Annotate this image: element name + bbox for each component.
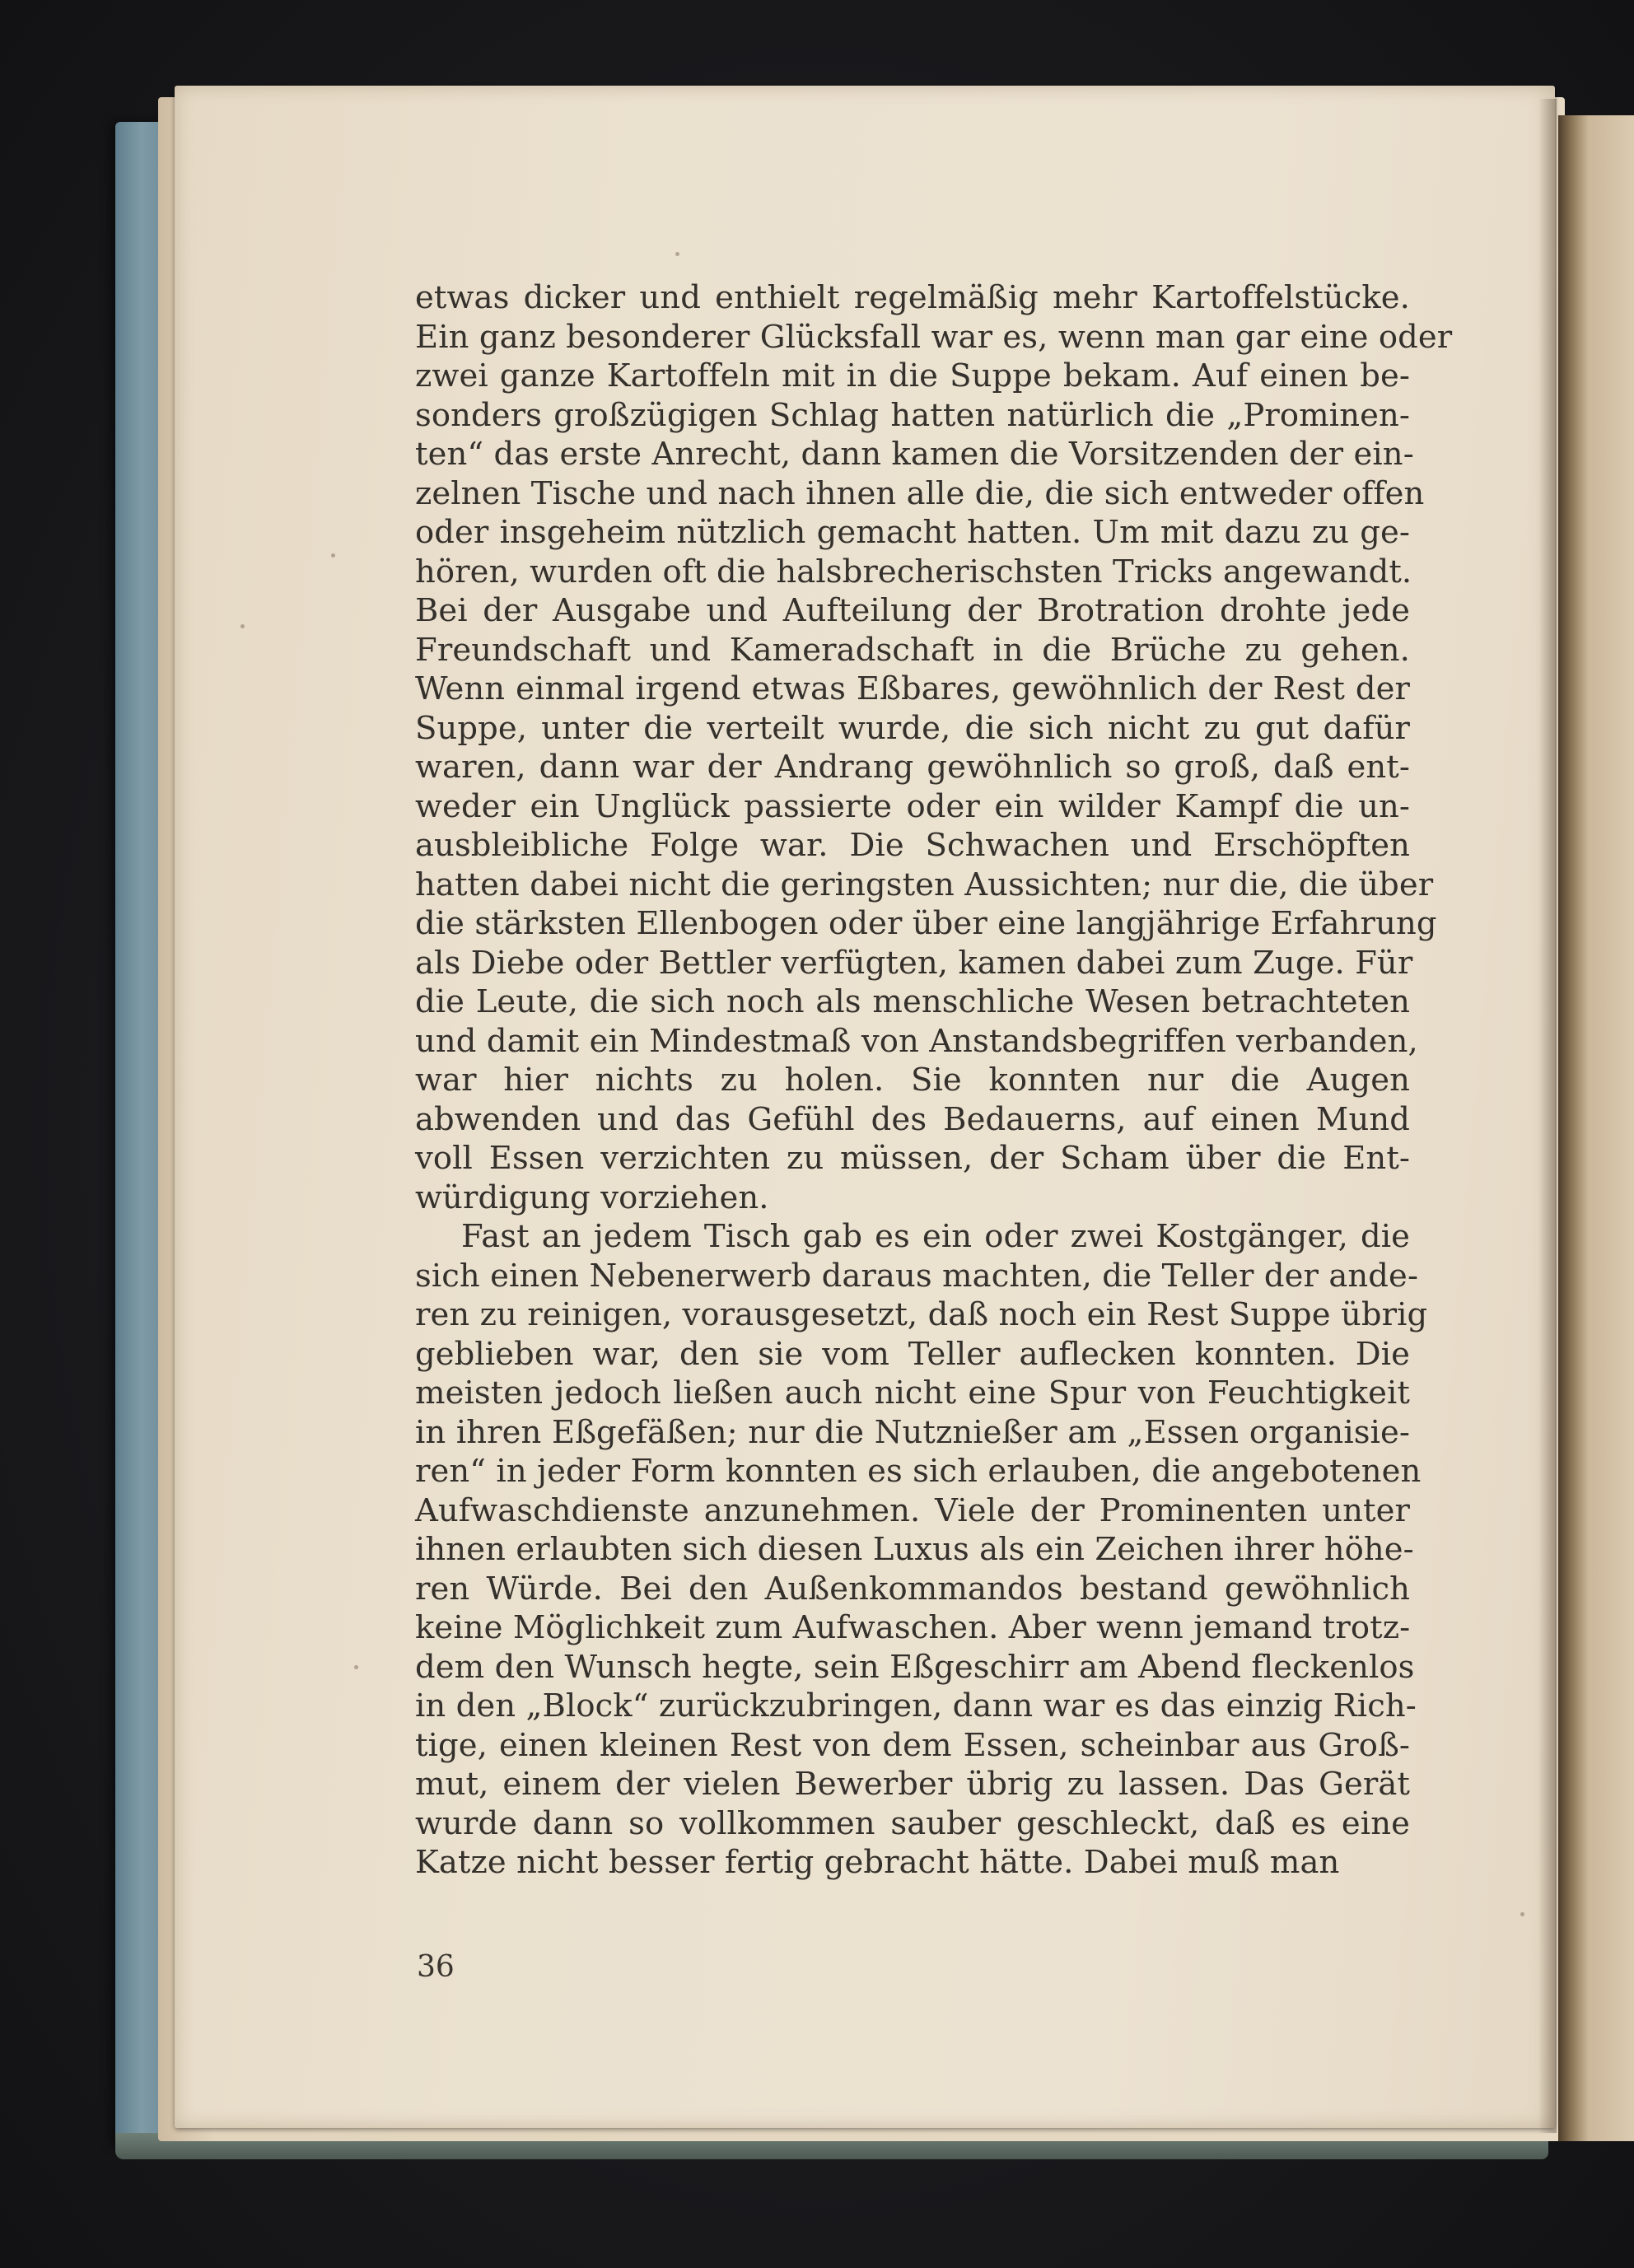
text-line: Aufwaschdienste anzunehmen. Viele der Prominenten unter (415, 1491, 1410, 1529)
text-line: ren zu reinigen, vorausgesetzt, daß noch ein Rest Suppe übrig (415, 1296, 1428, 1333)
text-line: die Leute, die sich noch als menschliche Wesen betrachteten (415, 983, 1410, 1020)
text-line: waren, dann war der Andrang gewöhnlich so groß, daß ent- (415, 749, 1410, 786)
text-line: zwei ganze Kartoffeln mit in die Suppe bekam. Auf einen be- (415, 357, 1410, 394)
text-line: hatten dabei nicht die geringsten Aussichten; nur die, die über (415, 866, 1434, 903)
paper-speck (354, 1665, 358, 1669)
text-line: ausbleibliche Folge war. Die Schwachen und Erschöpften (415, 827, 1410, 864)
text-line: Fast an jedem Tisch gab es ein oder zwei Kostgänger, die (461, 1218, 1410, 1255)
paragraph (415, 1217, 1428, 1883)
text-line: ten“ das erste Anrecht, dann kamen die Vorsitzenden der ein- (415, 436, 1414, 473)
page-number: 36 (417, 1950, 455, 1984)
paper-speck (240, 624, 245, 628)
text-line: würdigung vorziehen. (415, 1178, 769, 1216)
text-line: etwas dicker und enthielt regelmäßig mehr Kartoffelstücke. (415, 279, 1410, 316)
text-line: hören, wurden oft die halsbrecherischsten Tricks angewandt. (415, 553, 1412, 590)
text-line: mut, einem der vielen Bewerber übrig zu lassen. Das Gerät (415, 1766, 1410, 1803)
text-line: abwenden und das Gefühl des Bedauerns, auf einen Mund (415, 1100, 1410, 1138)
facing-page-edge (1558, 115, 1634, 2141)
text-line: Suppe, unter die verteilt wurde, die sich nicht zu gut dafür (415, 709, 1410, 747)
text-line: zelnen Tische und nach ihnen alle die, die sich entweder offen (415, 474, 1425, 512)
text-line: Bei der Ausgabe und Aufteilung der Brotration drohte jede (415, 592, 1410, 629)
text-line: in ihren Eßgefäßen; nur die Nutznießer am „Essen organisie- (415, 1413, 1410, 1451)
text-line: weder ein Unglück passierte oder ein wilder Kampf die un- (415, 787, 1410, 825)
text-line: ren Würde. Bei den Außenkommandos bestand gewöhnlich (415, 1570, 1410, 1608)
paper-speck (675, 252, 679, 256)
text-line: tige, einen kleinen Rest von dem Essen, scheinbar aus Groß- (415, 1726, 1410, 1764)
text-line: in den „Block“ zurückzubringen, dann war es das einzig Rich- (415, 1687, 1417, 1724)
text-line: sich einen Nebenerwerb daraus machten, die Teller der ande- (415, 1257, 1419, 1295)
text-line: die stärksten Ellenbogen oder über eine langjährige Erfahrung (415, 905, 1437, 942)
text-line: Katze nicht besser fertig gebracht hätte. Dabei muß man (415, 1844, 1340, 1881)
text-line: Wenn einmal irgend etwas Eßbares, gewöhnlich der Rest der (415, 670, 1410, 707)
spine-shadow (1538, 99, 1557, 2133)
text-line: Ein ganz besonderer Glücksfall war es, wenn man gar eine oder (415, 318, 1453, 356)
text-line: meisten jedoch ließen auch nicht eine Spur von Feuchtigkeit (415, 1374, 1410, 1412)
paper-speck (331, 553, 335, 558)
paper-speck (1520, 1912, 1524, 1916)
text-line: war hier nichts zu holen. Sie konnten nur die Augen (415, 1062, 1410, 1099)
text-line: keine Möglichkeit zum Aufwaschen. Aber wenn jemand trotz- (415, 1609, 1411, 1646)
text-line: dem den Wunsch hegte, sein Eßgeschirr am Abend fleckenlos (415, 1648, 1415, 1686)
text-line: oder insgeheim nützlich gemacht hatten. Um mit dazu zu ge- (415, 514, 1410, 551)
body-text (415, 278, 1453, 1883)
text-line: geblieben war, den sie vom Teller auflecken konnten. Die (415, 1335, 1410, 1373)
text-line: ihnen erlaubten sich diesen Luxus als ein Zeichen ihrer höhe- (415, 1531, 1414, 1568)
text-line: wurde dann so vollkommen sauber geschleckt, daß es eine (415, 1804, 1410, 1842)
text-line: Freundschaft und Kameradschaft in die Brüche zu gehen. (415, 631, 1410, 669)
text-line: als Diebe oder Bettler verfügten, kamen dabei zum Zuge. Für (415, 944, 1413, 982)
text-line: sonders großzügigen Schlag hatten natürlich die „Prominen- (415, 396, 1410, 434)
text-line: voll Essen verzichten zu müssen, der Scham über die Ent- (415, 1140, 1410, 1177)
text-line: und damit ein Mindestmaß von Anstandsbegriffen verbanden, (415, 1022, 1418, 1060)
paragraph (415, 278, 1453, 1217)
text-line: ren“ in jeder Form konnten es sich erlauben, die angebotenen (415, 1453, 1422, 1490)
